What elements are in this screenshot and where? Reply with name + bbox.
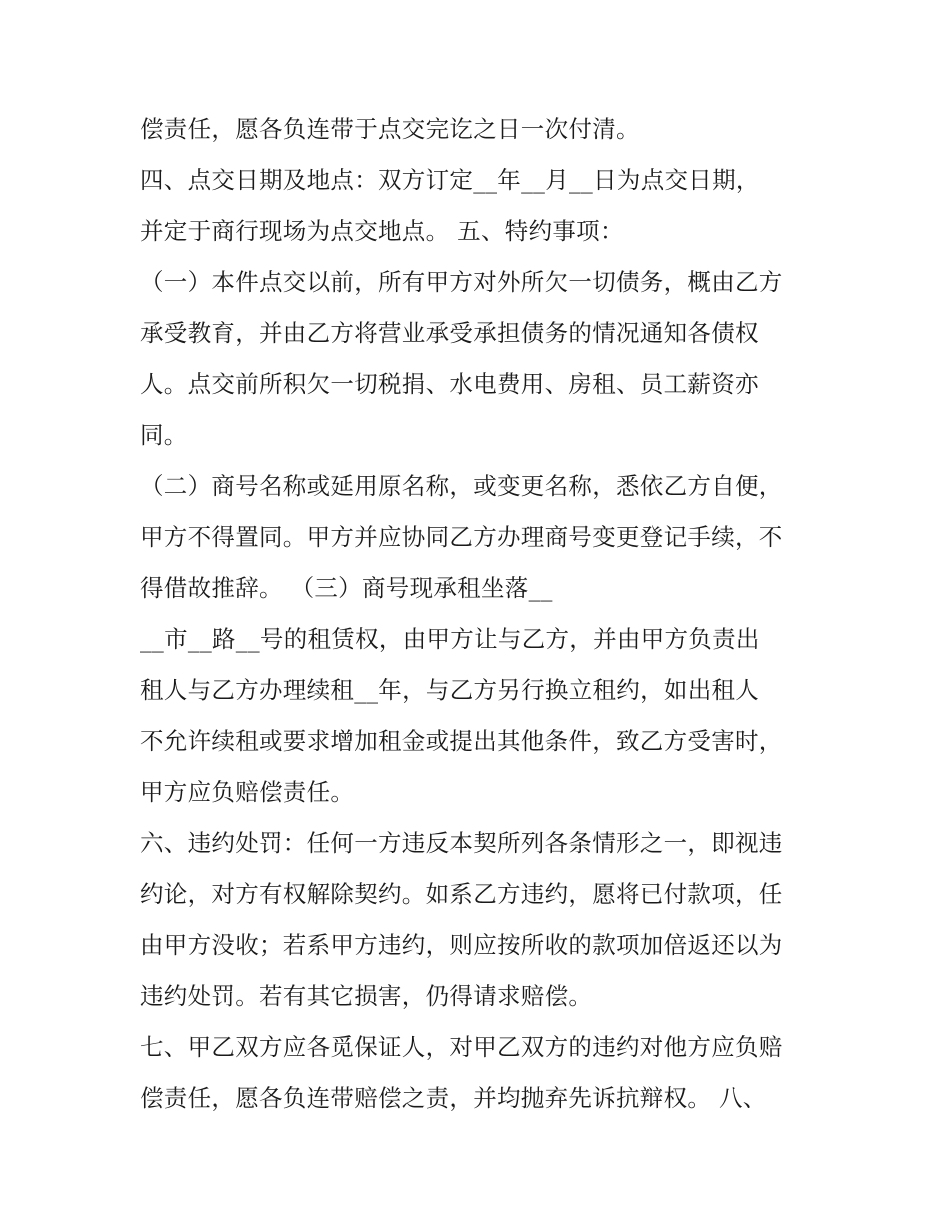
contract-body bbox=[140, 104, 820, 1124]
text-line: 违约处罚。若有其它损害，仍得请求赔偿。 bbox=[140, 982, 593, 1010]
text-line: 租人与乙方办理续租__年，与乙方另行换立租约，如出租人 bbox=[140, 676, 760, 704]
text-line: 偿责任，愿各负连带于点交完讫之日一次付清。 bbox=[140, 115, 640, 143]
text-line: 得借故推辞。 （三）商号现承租坐落__ bbox=[140, 574, 553, 602]
text-line: 承受教育，并由乙方将营业承受承担债务的情况通知各债权 bbox=[140, 319, 759, 347]
text-line: 偿责任，愿各负连带赔偿之责，并均抛弃先诉抗辩权。 八、 bbox=[140, 1084, 767, 1112]
text-line: 人。点交前所积欠一切税捐、水电费用、房租、员工薪资亦 bbox=[140, 370, 759, 398]
text-line: __市__路__号的租赁权，由甲方让与乙方，并由甲方负责出 bbox=[140, 625, 760, 653]
text-line: 并定于商行现场为点交地点。 五、特约事项： bbox=[140, 217, 624, 245]
text-line: （一）本件点交以前，所有甲方对外所欠一切债务，概由乙方 bbox=[140, 268, 783, 296]
text-line: 约论，对方有权解除契约。如系乙方违约，愿将已付款项，任 bbox=[140, 880, 783, 908]
text-line: 甲方应负赔偿责任。 bbox=[140, 778, 355, 806]
text-line: 甲方不得置同。甲方并应协同乙方办理商号变更登记手续，不 bbox=[140, 523, 783, 551]
text-line: 七、甲乙双方应各觅保证人，对甲乙双方的违约对他方应负赔 bbox=[140, 1033, 783, 1061]
text-line: 不允许续租或要求增加租金或提出其他条件，致乙方受害时， bbox=[140, 727, 783, 755]
text-line: 同。 bbox=[140, 421, 188, 449]
text-line: 由甲方没收；若系甲方违约，则应按所收的款项加倍返还以为 bbox=[140, 931, 783, 959]
text-line: 四、点交日期及地点：双方订定__年__月__日为点交日期， bbox=[140, 166, 760, 194]
text-line: （二）商号名称或延用原名称，或变更名称，悉依乙方自便， bbox=[140, 472, 783, 500]
text-line: 六、违约处罚：任何一方违反本契所列各条情形之一，即视违 bbox=[140, 829, 783, 857]
